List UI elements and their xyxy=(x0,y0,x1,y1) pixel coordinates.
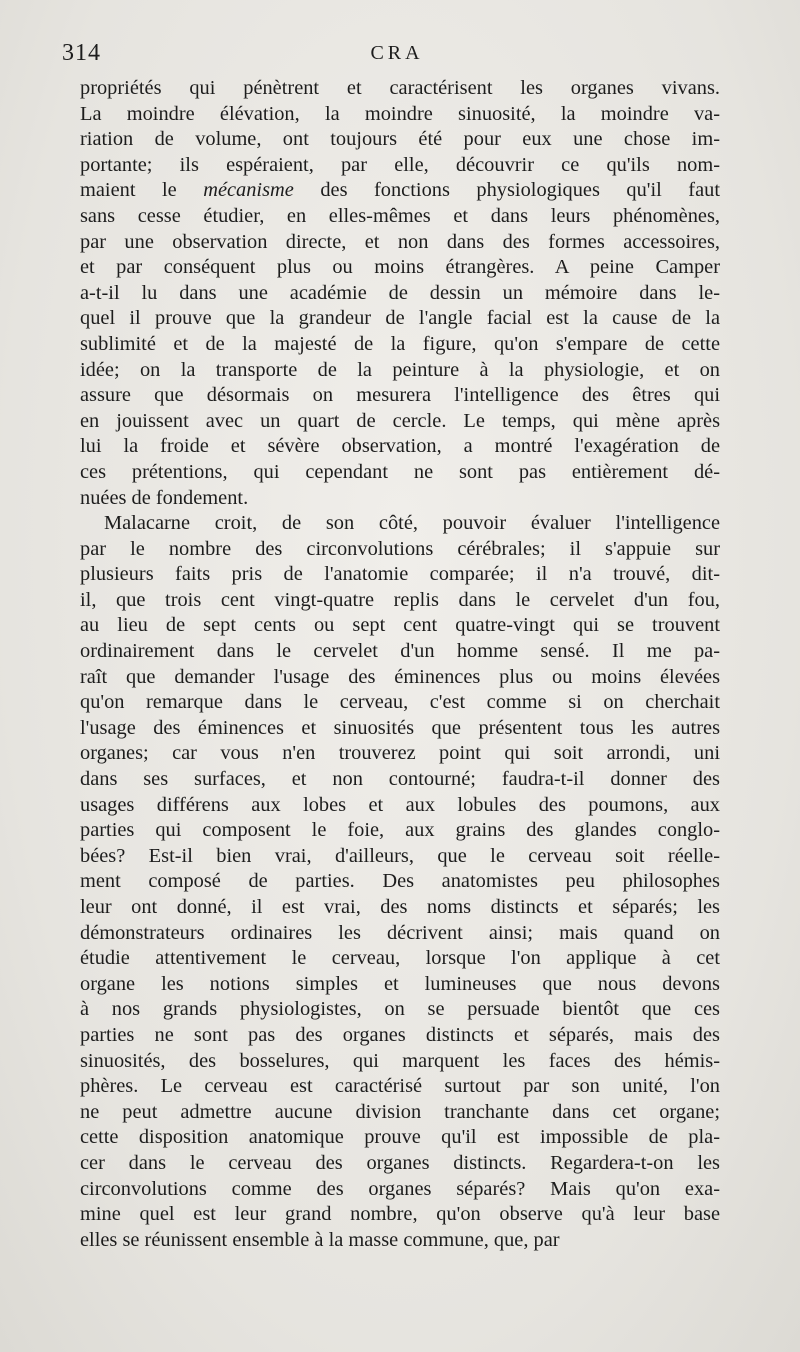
text-line: maient le mécanisme des fonctions physiologiques qu'il faut xyxy=(80,179,720,202)
page-header xyxy=(62,40,732,68)
text-line: cer dans le cerveau des organes distincts. Regardera-t-on les xyxy=(80,1151,720,1174)
text-line: par une observation directe, et non dans des formes accessoires, xyxy=(80,230,720,253)
body-text xyxy=(80,76,720,1253)
text-line: La moindre élévation, la moindre sinuosité, la moindre va- xyxy=(80,102,720,125)
text-line: et par conséquent plus ou moins étrangères. A peine Camper xyxy=(80,256,720,279)
text-line: lui la froide et sévère observation, a montré l'exagération de xyxy=(80,435,720,458)
text-line: dans ses surfaces, et non contourné; faudra-t-il donner des xyxy=(80,768,720,791)
text-line: parties qui composent le foie, aux grains des glandes conglo- xyxy=(80,819,720,842)
text-line: quel il prouve que la grandeur de l'angle facial est la cause de la xyxy=(80,307,720,330)
text-line: elles se réunissent ensemble à la masse commune, que, par xyxy=(80,1228,560,1251)
text-line: sinuosités, des bosselures, qui marquent les faces des hémis- xyxy=(80,1049,720,1072)
text-line: ment composé de parties. Des anatomistes peu philosophes xyxy=(80,870,720,893)
text-line: ces prétentions, qui cependant ne sont pas entièrement dé- xyxy=(80,460,720,483)
running-head: CRA xyxy=(370,42,424,64)
text-line: a-t-il lu dans une académie de dessin un mémoire dans le- xyxy=(80,281,720,304)
text-line: par le nombre des circonvolutions cérébrales; il s'appuie sur xyxy=(80,537,720,560)
paragraph-1 xyxy=(80,76,720,511)
text-line: bées? Est-il bien vrai, d'ailleurs, que le cerveau soit réelle- xyxy=(80,844,720,867)
text-line: riation de volume, ont toujours été pour eux une chose im- xyxy=(80,128,720,151)
text-line: démonstrateurs ordinaires les décrivent ainsi; mais quand on xyxy=(80,921,720,944)
text-line: l'usage des éminences et sinuosités que présentent tous les autres xyxy=(80,716,720,739)
text-line: cette disposition anatomique prouve qu'il est impossible de pla- xyxy=(80,1126,720,1149)
text-line: ne peut admettre aucune division tranchante dans cet organe; xyxy=(80,1100,720,1123)
text-line: mine quel est leur grand nombre, qu'on observe qu'à leur base xyxy=(80,1203,720,1226)
text-line: idée; on la transporte de la peinture à la physiologie, et on xyxy=(80,358,720,381)
text-line: organe les notions simples et lumineuses que nous devons xyxy=(80,972,720,995)
text-line: en jouissent avec un quart de cercle. Le temps, qui mène après xyxy=(80,409,720,432)
page-number: 314 xyxy=(62,40,101,66)
text-line: étudie attentivement le cerveau, lorsque l'on applique à cet xyxy=(80,947,720,970)
text-line: plusieurs faits pris de l'anatomie comparée; il n'a trouvé, dit- xyxy=(80,563,720,586)
text-line: à nos grands physiologistes, on se persuade bientôt que ces xyxy=(80,998,720,1021)
text-line: assure que désormais on mesurera l'intelligence des êtres qui xyxy=(80,384,720,407)
text-line: usages différens aux lobes et aux lobules des poumons, aux xyxy=(80,793,720,816)
text-line: ordinairement dans le cervelet d'un homme sensé. Il me pa- xyxy=(80,640,720,663)
text-line: raît que demander l'usage des éminences plus ou moins élevées xyxy=(80,665,720,688)
text-line: Malacarne croit, de son côté, pouvoir évaluer l'intelligence xyxy=(104,512,720,535)
text-line: il, que trois cent vingt-quatre replis dans le cervelet d'un fou, xyxy=(80,588,720,611)
text-line: organes; car vous n'en trouverez point qui soit arrondi, uni xyxy=(80,742,720,765)
text-line: circonvolutions comme des organes séparés? Mais qu'on exa- xyxy=(80,1177,720,1200)
text-line: propriétés qui pénètrent et caractérisent les organes vivans. xyxy=(80,77,720,99)
text-line: leur ont donné, il est vrai, des noms distincts et séparés; les xyxy=(80,896,720,918)
text-line: sans cesse étudier, en elles-mêmes et dans leurs phénomènes, xyxy=(80,204,720,227)
text-line: nuées de fondement. xyxy=(80,486,249,509)
text-line: au lieu de sept cents ou sept cent quatre-vingt qui se trouvent xyxy=(80,614,720,637)
text-line: parties ne sont pas des organes distincts et séparés, mais des xyxy=(80,1023,720,1046)
text-line: portante; ils espéraient, par elle, découvrir ce qu'ils nom- xyxy=(80,153,720,176)
text-line: sublimité et de la majesté de la figure, qu'on s'empare de cette xyxy=(80,332,720,355)
text-line: qu'on remarque dans le cerveau, c'est comme si on cherchait xyxy=(80,691,720,714)
paragraph-2 xyxy=(80,511,720,1253)
text-line: phères. Le cerveau est caractérisé surtout par son unité, l'on xyxy=(80,1075,720,1098)
